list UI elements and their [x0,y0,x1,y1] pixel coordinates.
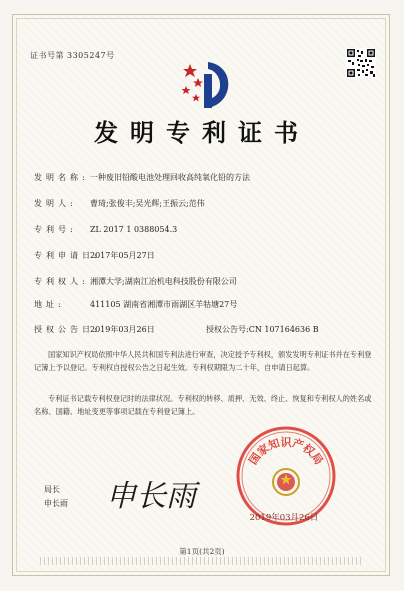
director-signature [102,474,212,514]
grant-date-label: 授权公告日: [34,325,101,334]
inventors-row [34,198,205,209]
patent-number-label: 专利号: [34,225,77,234]
footer-decoration [40,557,364,565]
grant-date-value: 2019年03月26日 [90,325,155,334]
patent-number-value: ZL 2017 1 0388054.3 [90,225,178,234]
certificate-number-label: 证书号第 [30,51,64,60]
invention-name-row [34,172,250,183]
patent-office-emblem-icon [178,56,234,112]
seal-date: 2019年03月26日 [249,513,319,523]
filing-date-row [34,250,155,261]
patent-number-row [34,224,177,235]
filing-date-label: 专利申请日: [34,251,101,260]
patentee-row [34,276,237,287]
director-name: 申长雨 [44,499,68,508]
grant-pub-number [206,324,319,335]
grant-pub-number-value: CN 107164636 B [248,325,319,334]
legal-status-paragraph: 专利证书记载专利权登记时的法律状况。专利权的转移、质押、无效、终止、恢复和专利权人的姓名或名称、国籍、地址变更等事项记载在专利登记簿上。 [34,394,372,416]
address-value: 411105 湖南省湘潭市雨湖区羊牯塘27号 [90,300,238,309]
grant-date-row [34,324,155,335]
page-footer: 第1页(共2页) [179,547,225,556]
director-title: 局长 [44,485,60,494]
patentee-label: 专利权人: [34,277,89,286]
official-seal [234,424,338,528]
national-emblem-icon [273,469,299,495]
seal-text: 国家知识产权局 [246,436,326,468]
certificate-title: 发明专利证书 [94,118,310,147]
patentee-value: 湘潭大学;湖南江冶机电科技股份有限公司 [90,277,237,286]
qr-code-icon [346,48,376,78]
invention-name-label: 发明名称: [34,173,89,182]
certificate-statement-paragraph: 国家知识产权局依照中华人民共和国专利法进行审查，决定授予专利权，颁发发明专利证书并在专利登记簿上予以登记。专利权自授权公告之日起生效。专利权期限为二十年，自申请日起算。 [34,350,372,372]
certificate-number [30,50,115,61]
filing-date-value: 2017年05月27日 [90,251,155,260]
inventors-value: 曹琦;张俊丰;吴光辉;王振云;范伟 [90,199,205,208]
address-label: 地址: [34,300,65,309]
certificate-number-value: 3305247号 [67,51,115,60]
inventors-label: 发明人: [34,199,77,208]
address-row [34,299,237,310]
invention-name-value: 一种废旧铅酸电池处理回收高纯氧化铅的方法 [90,173,250,182]
signature-text: 申长雨 [106,479,196,514]
grant-pub-number-label: 授权公告号: [206,325,249,334]
